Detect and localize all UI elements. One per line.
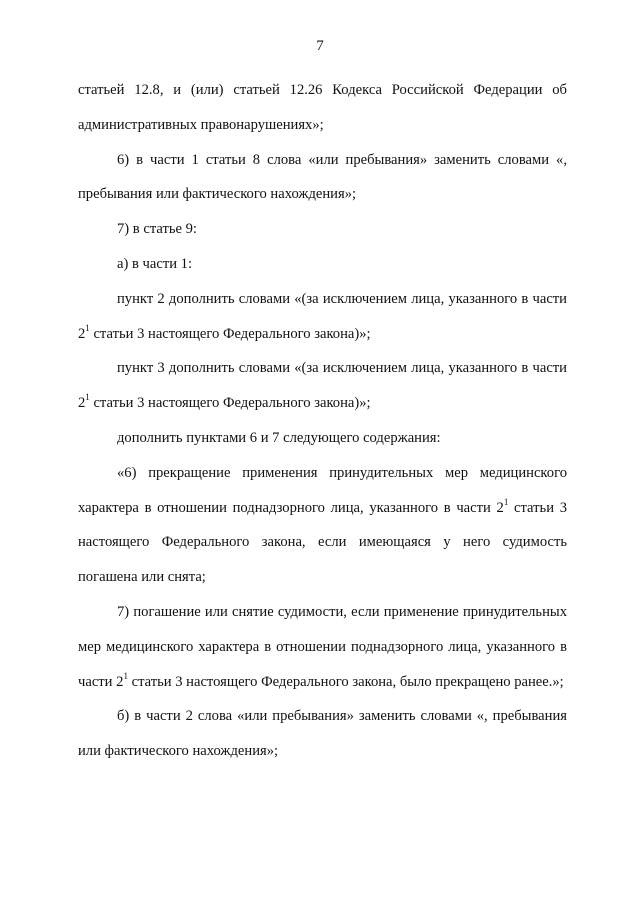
paragraph-point-3-text-before: пункт 3 дополнить словами «(за исключением лица, указанного в части 2 xyxy=(78,360,567,412)
paragraph-item-7: 7) в статье 9: xyxy=(117,221,197,238)
paragraph-new-point-7-text-before: 7) погашение или снятие судимости, если применение принудительных мер медицинского характера в отношении поднадзорного лица, указанного в части 2 xyxy=(78,603,567,690)
paragraph-point-2-text-before: пункт 2 дополнить словами «(за исключением лица, указанного в части 2 xyxy=(78,290,567,342)
document-body xyxy=(78,73,567,769)
superscript: 1 xyxy=(85,322,90,333)
paragraph-new-point-6 xyxy=(78,456,567,595)
paragraph-point-2 xyxy=(78,282,567,352)
paragraph-item-6: 6) в части 1 статьи 8 слова «или пребывания» заменить словами «, пребывания или фактического нахождения»; xyxy=(78,151,567,203)
paragraph-add-points: дополнить пунктами 6 и 7 следующего содержания: xyxy=(117,429,441,446)
paragraph-point-3 xyxy=(78,351,567,421)
superscript: 1 xyxy=(503,496,509,507)
superscript: 1 xyxy=(85,392,90,403)
paragraph-new-point-7-text-after: статьи 3 настоящего Федерального закона, было прекращено ранее.»; xyxy=(127,673,564,690)
paragraph-subitem-a: а) в части 1: xyxy=(117,255,193,272)
paragraph-new-point-6-text-before: «6) прекращение применения принудительных мер медицинского характера в отношении поднадзорного лица, указанного в части 2 xyxy=(78,464,567,516)
paragraph-new-point-7 xyxy=(78,595,567,699)
paragraph-new-point-6-text-after: статьи 3 настоящего Федерального закона, если имеющаяся у него судимость погашена или снята; xyxy=(78,499,567,586)
superscript: 1 xyxy=(123,670,128,681)
paragraph-point-3-text-after: статьи 3 настоящего Федерального закона)»; xyxy=(89,395,371,412)
paragraph-subitem-b: б) в части 2 слова «или пребывания» заменить словами «, пребывания или фактического нахождения»; xyxy=(78,708,567,760)
page-number: 7 xyxy=(316,38,324,54)
paragraph-point-2-text-after: статьи 3 настоящего Федерального закона)»; xyxy=(89,325,371,342)
paragraph-continuation: статьей 12.8, и (или) статьей 12.26 Кодекса Российской Федерации об административных правонарушениях»; xyxy=(78,82,567,133)
